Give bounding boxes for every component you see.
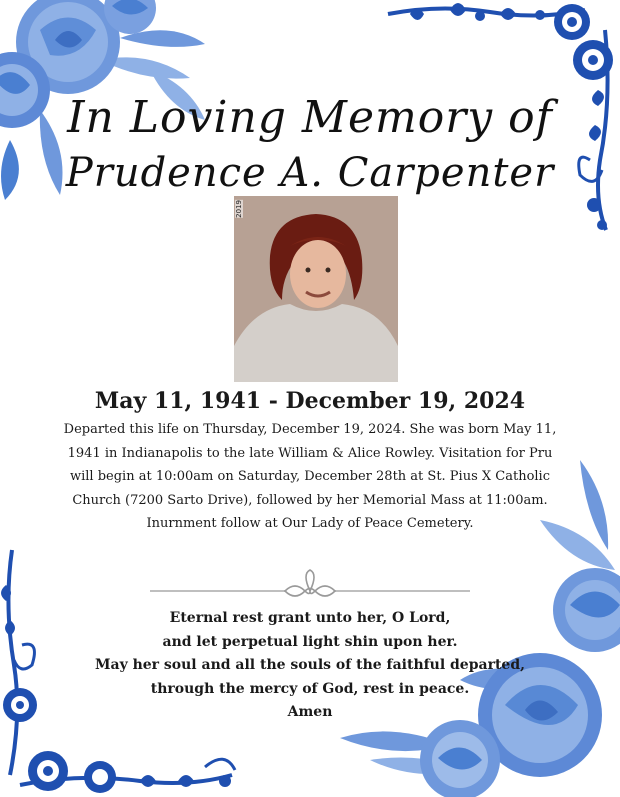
prayer-line: May her soul and all the souls of the faithful departed,	[95, 657, 525, 673]
title-in-loving-memory: In Loving Memory of	[67, 92, 553, 143]
prayer-line: through the mercy of God, rest in peace.	[150, 680, 470, 697]
prayer-line: and let perpetual light shin upon her.	[162, 633, 458, 650]
obituary-text: Departed this life on Thursday, December 19, 2024. She was born May 11, 1941 in Indianapolis to the late William & Alice Rowley. Visitation for Pru will begin at 10:00am on Saturday, December 28th at St. Pius X Catholic Church (7200 Sarto Drive), followed by her Memorial Mass at 11:00am. Inurnment follow at Our Lady of Peace Cemetery.	[63, 422, 557, 531]
portrait-photo	[234, 196, 398, 382]
prayer-amen: Amen	[287, 704, 333, 720]
flourish-divider-icon	[150, 566, 470, 600]
photo-year-stamp: 2019	[235, 200, 243, 218]
prayer-line: Eternal rest grant unto her, O Lord,	[169, 610, 451, 626]
portrait-illustration	[234, 196, 398, 382]
prayer-block	[60, 607, 560, 725]
life-dates: May 11, 1941 - December 19, 2024	[94, 388, 526, 414]
title-deceased-name: Prudence A. Carpenter	[65, 150, 555, 196]
